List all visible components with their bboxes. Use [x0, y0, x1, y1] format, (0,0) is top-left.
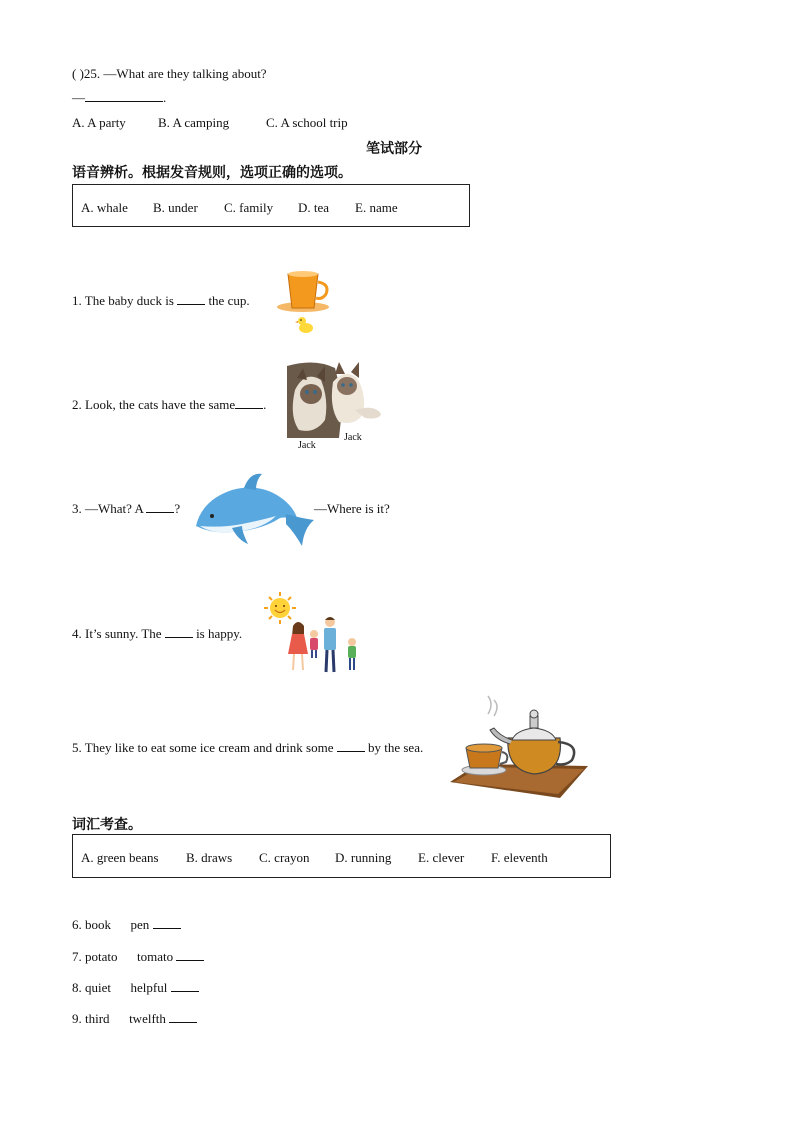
q25-option-b[interactable]: B. A camping: [158, 115, 230, 130]
answer-blank[interactable]: [85, 90, 163, 102]
vocab-item-8: 8. quiet helpful: [72, 980, 199, 996]
vocab-option-e: E. clever: [418, 850, 465, 865]
dolphin-icon: [192, 470, 316, 548]
vocab-instruction: 词汇考查。: [72, 817, 142, 833]
answer-blank[interactable]: [153, 917, 181, 929]
answer-blank[interactable]: [171, 980, 199, 992]
two-cats-photo: [285, 360, 385, 438]
q25-option-c[interactable]: C. A school trip: [266, 115, 348, 130]
phonics-option-a: A. whale: [81, 200, 128, 215]
vocab-option-d: D. running: [335, 850, 392, 865]
item-5: 5. They like to eat some ice cream and drink some by the sea.: [72, 740, 424, 755]
vocab-item-9: 9. third twelfth: [72, 1011, 197, 1027]
item-3-reply: —Where is it?: [314, 501, 390, 516]
teapot-tray-icon: [448, 694, 590, 802]
answer-blank[interactable]: [235, 397, 263, 409]
cat-caption-1: Jack: [298, 440, 316, 451]
q25-question: —What are they talking about?: [103, 66, 267, 81]
phonics-option-c: C. family: [224, 200, 274, 215]
item-4: 4. It’s sunny. The is happy.: [72, 626, 243, 641]
item-2: 2. Look, the cats have the same .: [72, 397, 267, 412]
phonics-option-d: D. tea: [298, 200, 330, 215]
vocab-options-box: [72, 834, 611, 878]
sun-family-icon: [262, 592, 362, 674]
item-3: 3. —What? A ?: [72, 501, 181, 516]
item-1: 1. The baby duck is the cup.: [72, 293, 250, 308]
answer-blank[interactable]: [176, 949, 204, 961]
vocab-option-f: F. eleventh: [491, 850, 548, 865]
answer-blank[interactable]: [146, 501, 174, 513]
phonics-options-box: [72, 184, 470, 227]
cup-with-duckling-icon: [274, 270, 334, 338]
q25-paren: ( )25.: [72, 66, 101, 81]
vocab-option-b: B. draws: [186, 850, 233, 865]
vocab-item-6: 6. book pen: [72, 917, 181, 933]
q25-answer-line: — .: [72, 90, 167, 105]
vocab-option-c: C. crayon: [259, 850, 310, 865]
answer-blank[interactable]: [337, 740, 365, 752]
phonics-option-b: B. under: [153, 200, 198, 215]
written-section-title: 笔试部分: [366, 141, 422, 157]
vocab-option-a: A. green beans: [81, 850, 159, 865]
phonics-option-e: E. name: [355, 200, 398, 215]
cat-caption-2: Jack: [344, 432, 362, 443]
q25-line: [72, 66, 267, 82]
q25-option-a[interactable]: A. A party: [72, 115, 126, 130]
answer-blank[interactable]: [165, 626, 193, 638]
answer-blank[interactable]: [177, 293, 205, 305]
phonics-instruction: 语音辨析。根据发音规则，选项正确的选项。: [72, 165, 352, 181]
answer-blank[interactable]: [169, 1011, 197, 1023]
vocab-item-7: 7. potato tomato: [72, 949, 204, 965]
